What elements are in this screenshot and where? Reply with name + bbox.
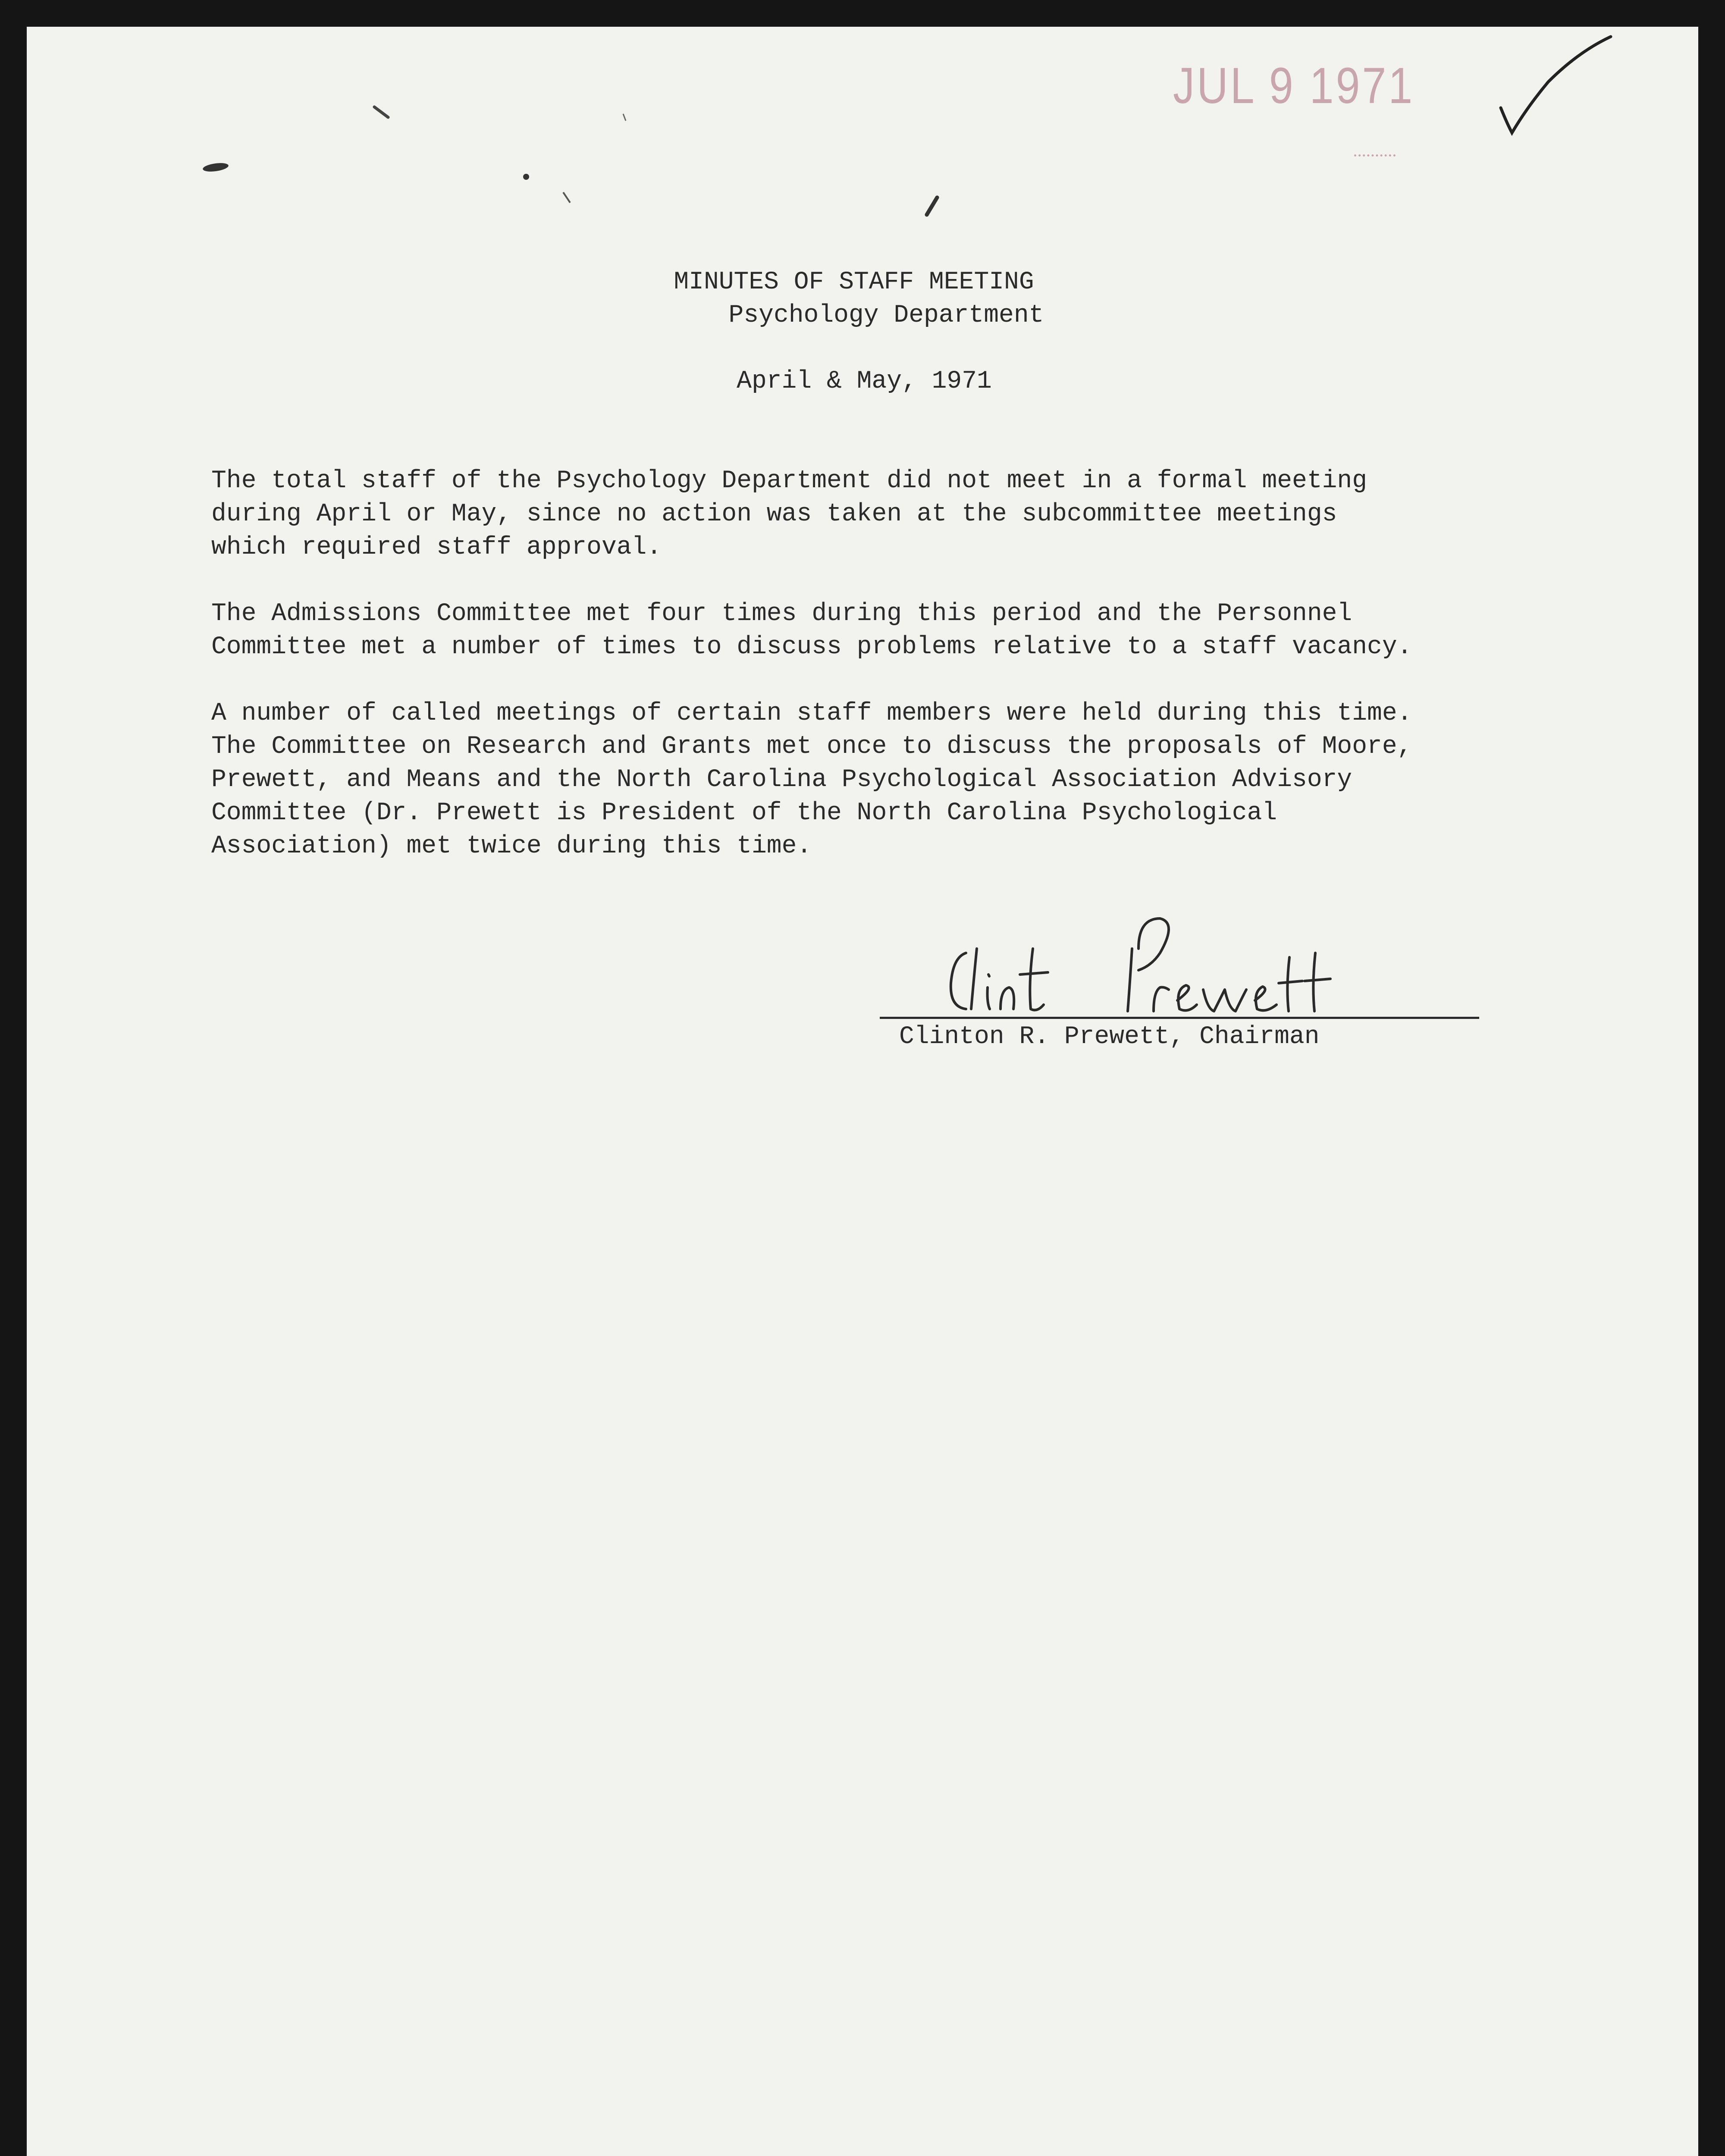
received-date-stamp: JUL 9 1971 [1173,57,1415,114]
body-line: Committee met a number of times to discuss problems relative to a staff vacancy. [211,633,1412,661]
department-name: Psychology Department [728,301,1044,329]
body-line: Association) met twice during this time. [211,832,812,860]
body-line: Prewett, and Means and the North Carolina Psychological Association Advisory [211,766,1352,794]
body-line: The Committee on Research and Grants met once to discuss the proposals of Moore, [211,733,1412,761]
check-mark-icon [1492,34,1617,142]
ink-speck [561,190,574,207]
body-line: Committee (Dr. Prewett is President of the North Carolina Psychological [211,799,1277,827]
ink-speck [619,111,632,124]
signer-name-title: Clinton R. Prewett, Chairman [899,1023,1320,1051]
ink-speck [198,155,246,181]
ink-speck [921,194,942,220]
signature-line [880,1017,1479,1019]
body-line: The Admissions Committee met four times during this period and the Personnel [211,600,1352,628]
body-line: during April or May, since no action was taken at the subcommittee meetings [211,500,1337,528]
body-line: which required staff approval. [211,533,662,561]
meeting-date: April & May, 1971 [737,367,992,395]
document-page [27,27,1698,2156]
body-line: The total staff of the Psychology Department did not meet in a formal meeting [211,467,1367,495]
stamp-dash [1354,154,1396,157]
ink-speck [520,170,533,183]
ink-speck [372,104,393,122]
body-line: A number of called meetings of certain staff members were held during this time. [211,699,1412,727]
document-title: MINUTES OF STAFF MEETING [674,268,1034,296]
